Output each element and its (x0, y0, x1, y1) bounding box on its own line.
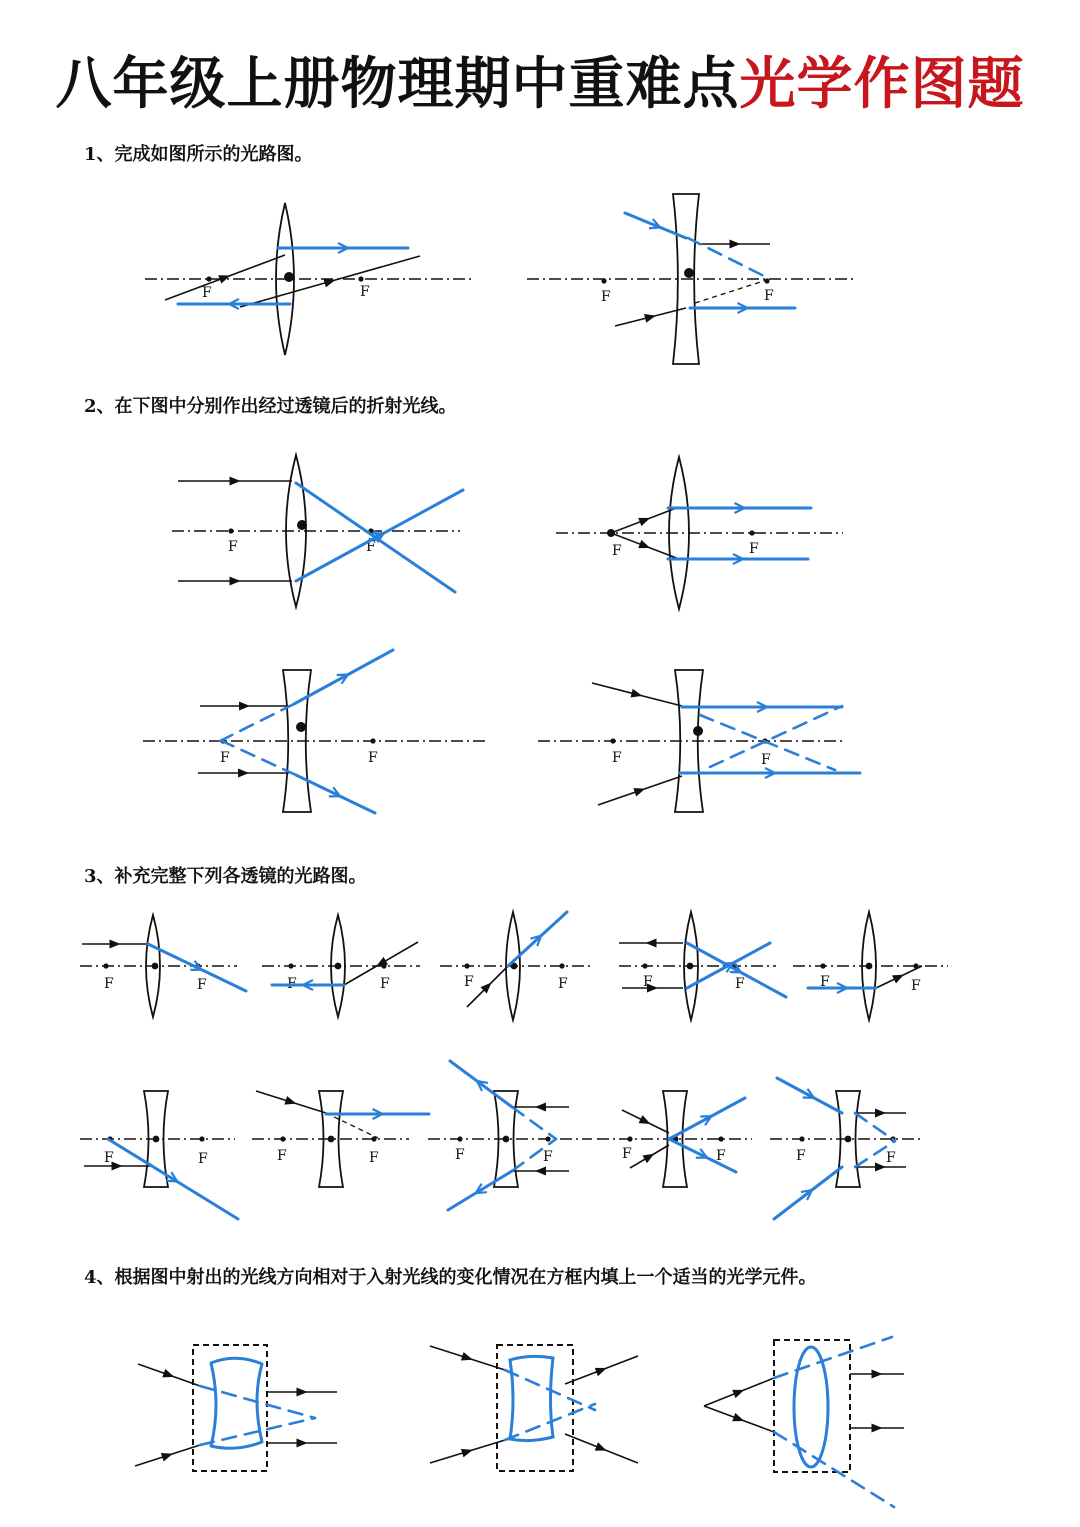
focal-label: F (380, 976, 390, 992)
focal-point (545, 1136, 550, 1141)
incident-ray (430, 1440, 505, 1463)
focal-point (370, 738, 375, 743)
incident-ray (630, 1145, 669, 1168)
answer-virtual-ray (774, 1337, 892, 1378)
focal-label: F (643, 974, 653, 990)
answer-virtual-ray (220, 704, 294, 741)
focal-point (328, 1136, 335, 1143)
focal-point (687, 963, 694, 970)
incident-ray (704, 1378, 774, 1406)
focal-label: F (761, 752, 771, 768)
answer-ray (294, 650, 393, 704)
focal-label: F (366, 539, 376, 555)
focal-point (280, 1136, 285, 1141)
focal-label: F (612, 750, 622, 766)
focal-point (799, 1136, 804, 1141)
focal-point (153, 1136, 160, 1143)
focal-point (601, 278, 606, 283)
focal-label: F (369, 1150, 379, 1166)
focal-point (610, 738, 615, 743)
focal-label: F (220, 750, 230, 766)
focal-point (820, 963, 825, 968)
title-black: 八年级上册物理期中重难点 (55, 52, 740, 117)
answer-glass-block (510, 1356, 553, 1440)
focal-label: F (716, 1148, 726, 1164)
answer-ray (108, 1139, 238, 1219)
focal-label: F (735, 976, 745, 992)
focal-label: F (104, 976, 114, 992)
focal-point (358, 276, 363, 281)
answer-virtual-ray (512, 1107, 556, 1139)
focal-label: F (764, 288, 774, 304)
focal-point (335, 963, 342, 970)
answer-ray (777, 1078, 842, 1113)
focal-label: F (287, 976, 297, 992)
focal-label: F (104, 1150, 114, 1166)
focal-point (684, 268, 694, 278)
focal-point (718, 1136, 723, 1141)
focal-point (103, 963, 108, 968)
focal-label: F (622, 1146, 632, 1162)
focal-label: F (455, 1147, 465, 1163)
focal-point (845, 1136, 852, 1143)
title-red: 光学作图题 (739, 52, 1025, 117)
answer-virtual-ray (710, 706, 842, 767)
focal-point (693, 726, 703, 736)
incident-ray (615, 308, 686, 326)
focal-label: F (749, 541, 759, 557)
answer-concave-lens (211, 1358, 262, 1448)
answer-ray (450, 1061, 512, 1107)
question-2: 2、在下图中分别作出经过透镜后的折射光线。 (84, 396, 457, 417)
focal-point (199, 1136, 204, 1141)
focal-label: F (360, 284, 370, 300)
focal-label: F (368, 750, 378, 766)
question-3: 3、补充完整下列各透镜的光路图。 (84, 866, 367, 887)
incident-ray (592, 683, 682, 706)
element-box (774, 1340, 850, 1472)
virtual-ray (326, 1113, 378, 1138)
answer-ray (625, 213, 686, 238)
focal-point (288, 963, 293, 968)
incident-ray (165, 255, 285, 300)
focal-label: F (543, 1149, 553, 1165)
focal-label: F (198, 1151, 208, 1167)
focal-point (206, 276, 211, 281)
virtual-ray (695, 279, 770, 303)
answer-virtual-ray (855, 1113, 895, 1141)
question-4: 4、根据图中射出的光线方向相对于入射光线的变化情况在方框内填上一个适当的光学元件。 (84, 1267, 817, 1288)
answer-ray (296, 490, 463, 581)
incident-ray (565, 1356, 638, 1384)
answer-ray (774, 1167, 842, 1219)
focal-label: F (820, 974, 830, 990)
focal-label: F (464, 974, 474, 990)
focal-point (296, 722, 306, 732)
answer-ray (508, 912, 567, 966)
incident-ray (240, 256, 420, 307)
focal-point (228, 528, 233, 533)
incident-ray (430, 1346, 505, 1370)
focal-point (297, 520, 307, 530)
focal-point (749, 530, 754, 535)
focal-label: F (277, 1148, 287, 1164)
focal-label: F (796, 1148, 806, 1164)
focal-point (152, 963, 159, 970)
focal-label: F (202, 285, 212, 301)
focal-point (284, 272, 294, 282)
focal-label: F (197, 977, 207, 993)
focal-point (642, 963, 647, 968)
incident-ray (138, 1364, 200, 1386)
focal-point (464, 963, 469, 968)
focal-label: F (911, 978, 921, 994)
focal-point (559, 963, 564, 968)
incident-ray (565, 1434, 638, 1463)
answer-ray (669, 1098, 745, 1139)
incident-ray (256, 1091, 326, 1113)
focal-label: F (886, 1150, 896, 1166)
incident-ray (598, 776, 682, 805)
answer-virtual-ray (774, 1432, 894, 1507)
answer-ray (448, 1171, 512, 1210)
answer-ray (669, 1139, 736, 1172)
focal-point (381, 963, 386, 968)
question-1: 1、完成如图所示的光路图。 (84, 144, 313, 165)
focal-point (866, 963, 873, 970)
answer-virtual-ray (222, 741, 296, 775)
incident-ray (704, 1406, 774, 1432)
incident-ray (135, 1445, 200, 1466)
focal-label: F (558, 976, 568, 992)
focal-label: F (612, 543, 622, 559)
focal-point (503, 1136, 510, 1143)
focal-point (627, 1136, 632, 1141)
element-box (497, 1345, 573, 1471)
focal-label: F (601, 289, 611, 305)
focal-label: F (228, 539, 238, 555)
incident-ray (622, 1110, 669, 1133)
focal-point (457, 1136, 462, 1141)
